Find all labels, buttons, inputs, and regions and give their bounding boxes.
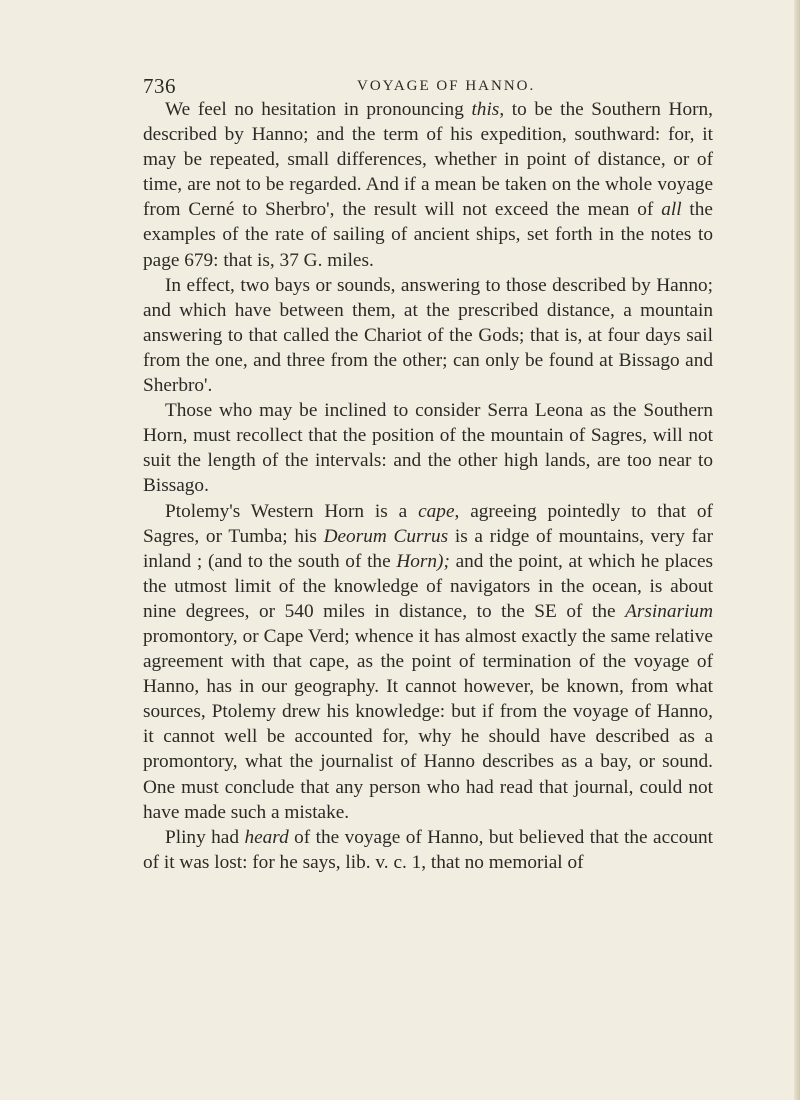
paragraph-5-italic-heard: heard xyxy=(244,826,289,848)
paragraph-1-italic-all: all xyxy=(661,199,682,221)
paragraph-4-italic-cape: cape xyxy=(418,500,455,522)
paragraph-5 xyxy=(143,825,713,875)
paragraph-4-text-i: promontory, or Cape Verd; whence it has almost exactly the same relative agreement with that cape, as the point of termination of the voyage of Hanno, has in our geography. It cannot however, be known, from what sources, Ptolemy drew his knowledge: but if from the voyage of Hanno, it cannot well be accounted for, why he should have described as a promontory, what the journalist of Hanno describes as a bay, or sound. One must conclude that any person who had read that journal, could not have made such a mistake. xyxy=(143,625,713,823)
paragraph-5-text-a: Pliny had xyxy=(165,826,245,848)
paragraph-4-text-e: is a ridge of mountains, very far inland ; (and to the south of the xyxy=(143,525,714,572)
paragraph-1-text-a: We feel no hesitation in pronouncing xyxy=(165,99,472,120)
paragraph-1 xyxy=(143,97,713,273)
paragraph-2: In effect, two bays or sounds, answering to those described by Hanno; and which have between them, at the prescribed distance, a mountain answering to that called the Chariot of the Gods; that is, at four days sail from the one, and three from the other; can only be found at Bissago and Sherbro'. xyxy=(143,274,713,397)
paragraph-3: Those who may be inclined to consider Serra Leona as the Southern Horn, must recollect that the position of the mountain of Sagres, will not suit the length of the intervals: and the other high lands, are too near to Bissago. xyxy=(143,400,713,497)
body-text xyxy=(143,97,713,875)
paragraph-4-italic-arsinarium: Arsinarium xyxy=(625,600,713,622)
page-header xyxy=(143,74,703,98)
page-number: 736 xyxy=(143,74,176,98)
paragraph-1-italic-this: this xyxy=(471,99,500,120)
paragraph-5-text-c: of the voyage of Hanno, but believed that the account of it was lost: for he says, lib. v. c. 1, that no memorial of xyxy=(143,826,714,873)
paragraph-4-italic-deorum-currus: Deorum Currus xyxy=(323,525,449,547)
paragraph-4 xyxy=(143,499,713,825)
paragraph-4-text-c: , agreeing pointedly to that of Sagres, or Tumba; his xyxy=(143,500,713,547)
paragraph-4-text-g: and the point, at which he places the utmost limit of the knowledge of navigators in the ocean, is about nine degrees, or 540 miles in distance, to the SE of the xyxy=(143,550,714,622)
paragraph-4-italic-horn: Horn); xyxy=(396,550,456,572)
paragraph-4-text-a: Ptolemy's Western Horn is a xyxy=(165,500,419,522)
paragraph-1-text-e: the examples of the rate of sailing of ancient ships, set forth in the notes to page 679: that is, 37 G. miles. xyxy=(143,199,713,271)
page-edge xyxy=(794,0,800,1100)
paragraph-1-text-c: , to be the Southern Horn, described by Hanno; and the term of his expedition, southward: for, it may be repeated, small differences, whether in point of distance, or of time, are not to be regarded. And if a mean be taken on the whole voyage from Cerné to Sherbro', the result will not exceed the mean of xyxy=(143,99,713,221)
running-head: VOYAGE OF HANNO. xyxy=(357,78,536,94)
